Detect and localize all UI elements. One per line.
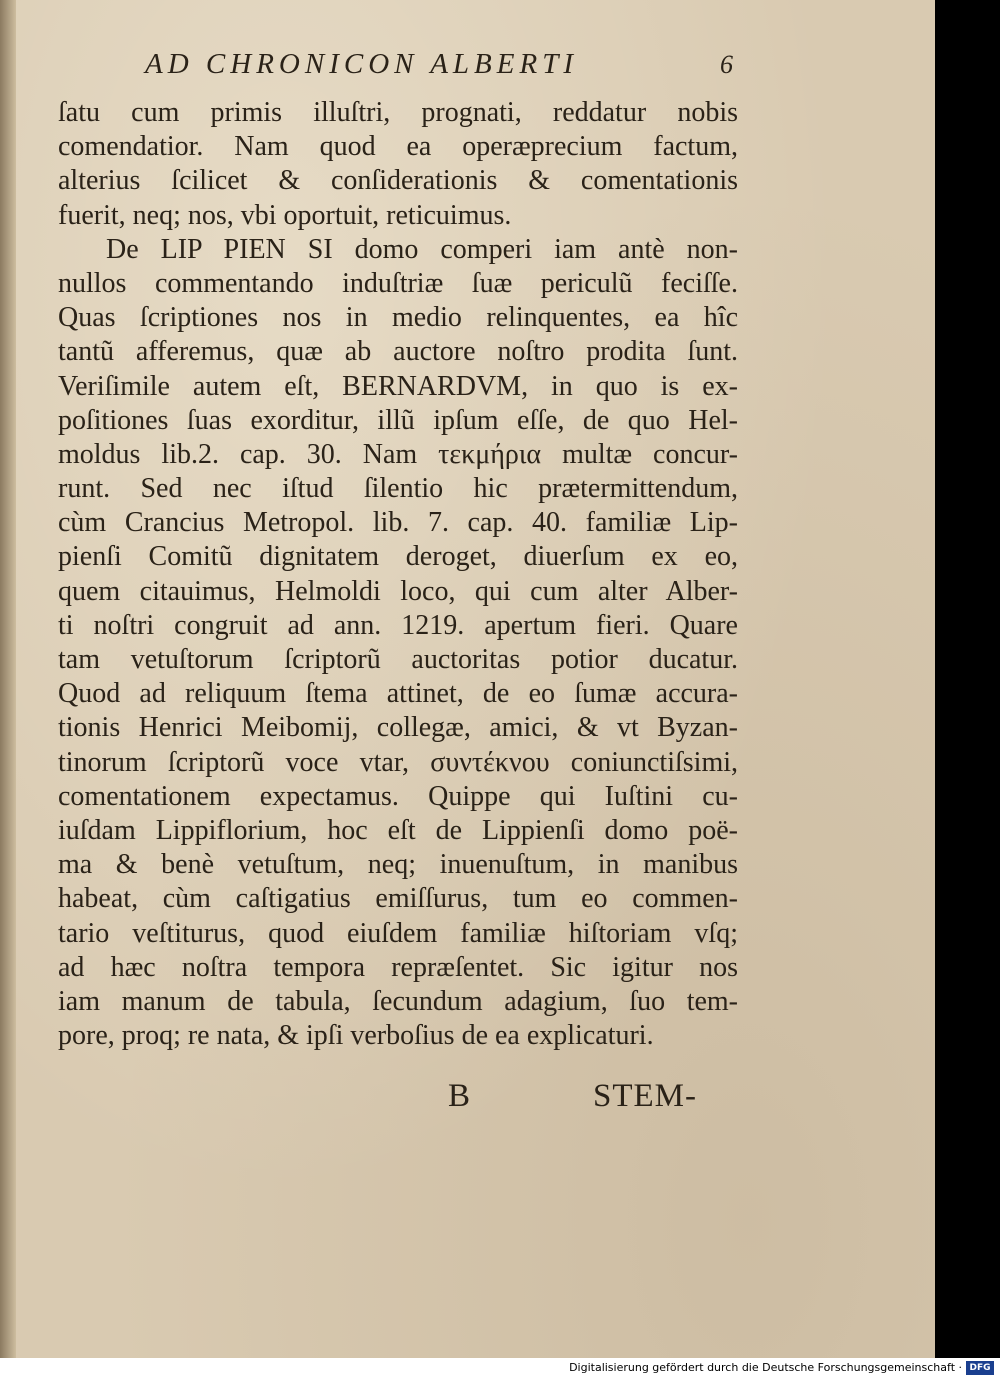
running-head: AD CHRONICON ALBERTI bbox=[145, 48, 578, 80]
text-line: Veriſimile autem eſt, BERNARDVM, in quo is ex- bbox=[58, 370, 738, 402]
text-line: nullos commentando induſtriæ ſuæ periculũ feciſſe. bbox=[58, 267, 738, 299]
funding-credit: Digitalisierung gefördert durch die Deutsche Forschungsgemeinschaft · bbox=[569, 1361, 962, 1374]
text-line: comendatior. Nam quod ea operæprecium factum, bbox=[58, 131, 738, 163]
text-line: tantũ afferemus, quæ ab auctore noſtro prodita ſunt. bbox=[58, 336, 738, 368]
text-line: iuſdam Lippiflorium, hoc eſt de Lippienſi domo poë- bbox=[58, 814, 738, 846]
text-line: tionis Henrici Meibomij, collegæ, amici, & vt Byzan- bbox=[58, 712, 738, 744]
text-line: habeat, cùm caſtigatius emiſſurus, tum eo commen- bbox=[58, 883, 738, 915]
body-text bbox=[58, 96, 738, 1053]
text-line: cùm Crancius Metropol. lib. 7. cap. 40. familiæ Lip- bbox=[58, 507, 738, 539]
text-line: ſatu cum primis illuſtri, prognati, reddatur nobis bbox=[58, 97, 738, 128]
text-line: ma & benè vetuſtum, neq; inuenuſtum, in manibus bbox=[58, 849, 738, 881]
text-line: comentationem expectamus. Quippe qui Iuſtini cu- bbox=[58, 780, 738, 812]
dfg-logo: DFG bbox=[966, 1361, 994, 1375]
page-gutter-shadow bbox=[0, 0, 16, 1358]
text-line: fuerit, neq; nos, vbi oportuit, reticuimus. bbox=[58, 199, 512, 231]
page-header bbox=[145, 48, 745, 88]
text-line: De LIP PIEN SI domo comperi iam antè non- bbox=[106, 233, 738, 265]
page-number: 6 bbox=[720, 50, 733, 79]
text-line: tam vetuſtorum ſcriptorũ auctoritas potior ducatur. bbox=[58, 644, 738, 675]
text-line: iam manum de tabula, ſecundum adagium, ſuo tem- bbox=[58, 985, 738, 1017]
text-line: moldus lib.2. cap. 30. Nam τεκμήρια multæ concur- bbox=[58, 438, 738, 470]
text-line: poſitiones ſuas exorditur, illũ ipſum eſſe, de quo Hel- bbox=[58, 404, 738, 436]
text-line: quem citauimus, Helmoldi loco, qui cum alter Alber- bbox=[58, 575, 738, 607]
text-line: ti noſtri congruit ad ann. 1219. apertum fieri. Quare bbox=[58, 609, 738, 641]
text-line: tinorum ſcriptorũ voce vtar, συντέκνου coniunctiſsimi, bbox=[58, 746, 738, 778]
text-line: runt. Sed nec iſtud ſilentio hic prætermittendum, bbox=[58, 473, 738, 505]
text-line: tario veſtiturus, quod eiuſdem familiæ hiſtoriam vſq; bbox=[58, 917, 738, 949]
text-line: Quod ad reliquum ſtema attinet, de eo ſumæ accura- bbox=[58, 678, 738, 710]
text-line: alterius ſcilicet & conſiderationis & comentationis bbox=[58, 165, 738, 197]
credit-bar bbox=[0, 1358, 1000, 1378]
page-footer bbox=[58, 1078, 738, 1118]
text-line: pienſi Comitũ dignitatem deroget, diuerſum ex eo, bbox=[58, 541, 738, 573]
text-line: pore, proq; re nata, & ipſi verboſius de ea explicaturi. bbox=[58, 1020, 654, 1052]
signature-mark: B bbox=[448, 1078, 471, 1114]
text-line: Quas ſcriptiones nos in medio relinquentes, ea hîc bbox=[58, 302, 738, 334]
catchword: STEM- bbox=[593, 1078, 697, 1114]
text-line: ad hæc noſtra tempora repræſentet. Sic igitur nos bbox=[58, 951, 738, 983]
